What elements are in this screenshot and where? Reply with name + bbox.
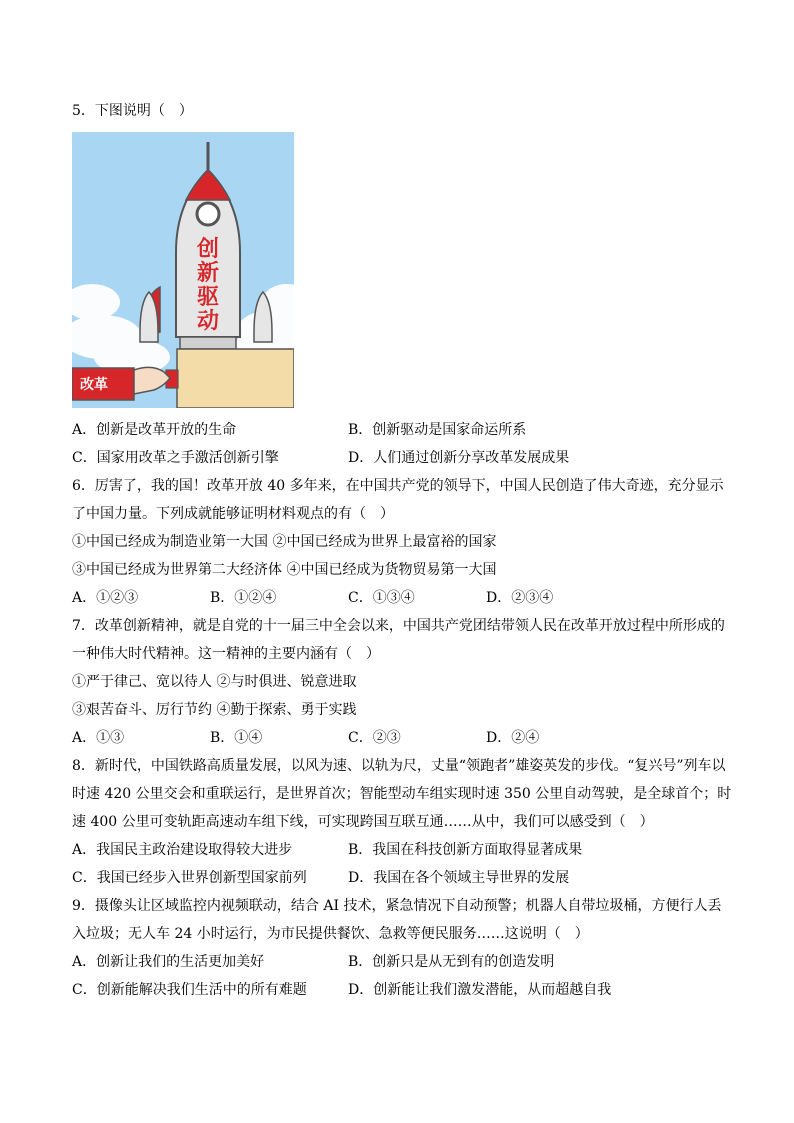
q7-statements-1: ①严于律己、宽以待人 ②与时俱进、锐意进取 xyxy=(72,674,357,690)
q6-stem-line-2: 了中国力量。下列成就能够证明材料观点的有（ ） xyxy=(72,506,394,522)
q6-option-a: A．①②③ xyxy=(72,590,139,606)
q9-option-b: B．创新只是从无到有的创造发明 xyxy=(348,954,555,970)
q5-option-c: C．国家用改革之手激活创新引擎 xyxy=(72,450,279,466)
rocket-char-4: 动 xyxy=(196,309,220,334)
q5-option-b: B．创新驱动是国家命运所系 xyxy=(348,422,527,438)
q7-option-b: B．①④ xyxy=(210,730,263,746)
q5-option-d: D．人们通过创新分享改革发展成果 xyxy=(348,450,570,466)
q6-option-d: D．②③④ xyxy=(486,590,554,606)
q9-stem-line-1: 9．摄像头让区域监控内视频联动，结合 AI 技术，紧急情况下自动预警；机器人自带垃圾桶，方便行人丢 xyxy=(72,898,722,914)
q8-stem-line-3: 速 400 公里可变轨距高速动车组下线，可实现跨国互联互通……从中，我们可以感受到（ ） xyxy=(72,814,654,830)
q9-stem-line-2: 入垃圾；无人车 24 小时运行，为市民提供餐饮、急救等便民服务……这说明（ ） xyxy=(72,926,589,942)
pedestal xyxy=(177,349,294,408)
q9-option-c: C．创新能解决我们生活中的所有难题 xyxy=(72,982,307,998)
rocket-illustration xyxy=(72,132,294,408)
q6-statements-2: ③中国已经成为世界第二大经济体 ④中国已经成为货物贸易第一大国 xyxy=(72,562,497,578)
q6-statements-1: ①中国已经成为制造业第一大国 ②中国已经成为世界上最富裕的国家 xyxy=(72,534,497,550)
rocket-window xyxy=(197,203,219,225)
q8-option-b: B．我国在科技创新方面取得显著成果 xyxy=(348,842,583,858)
q7-option-a: A．①③ xyxy=(72,730,125,746)
q8-option-d: D．我国在各个领域主导世界的发展 xyxy=(348,870,570,886)
rocket-nozzle xyxy=(180,337,236,349)
q8-stem-line-2: 时速 420 公里交会和重联运行，是世界首次；智能型动车组实现时速 350 公里自动驾驶，是全球首个；时 xyxy=(72,786,732,802)
q7-option-c: C．②③ xyxy=(348,730,401,746)
q6-option-b: B．①②④ xyxy=(210,590,277,606)
q8-stem-line-1: 8．新时代，中国铁路高质量发展，以风为速、以轨为尺，丈量“领跑者”雄姿英发的步伐。“复兴号”列车以 xyxy=(72,758,726,774)
q6-stem-line-1: 6．厉害了，我的国！改革开放 40 多年来，在中国共产党的领导下，中国人民创造了伟大奇迹，充分显示 xyxy=(72,478,724,494)
rocket-char-2: 新 xyxy=(196,261,220,286)
q8-option-a: A．我国民主政治建设取得较大进步 xyxy=(72,842,293,858)
q5-stem: 5．下图说明（ ） xyxy=(72,103,193,119)
q7-stem-line-1: 7．改革创新精神，就是自党的十一届三中全会以来，中国共产党团结带领人民在改革开放过程中所形成的 xyxy=(72,618,725,634)
q9-option-d: D．创新能让我们激发潜能，从而超越自我 xyxy=(348,982,612,998)
rocket-char-3: 驱 xyxy=(196,285,220,310)
q8-option-c: C．我国已经步入世界创新型国家前列 xyxy=(72,870,307,886)
rocket-char-1: 创 xyxy=(196,237,220,262)
q7-option-d: D．②④ xyxy=(486,730,540,746)
q7-statements-2: ③艰苦奋斗、厉行节约 ④勤于探索、勇于实践 xyxy=(72,702,357,718)
q6-option-c: C．①③④ xyxy=(348,590,415,606)
q5-figure xyxy=(72,132,294,408)
q5-option-a: A．创新是改革开放的生命 xyxy=(72,422,237,438)
q9-option-a: A．创新让我们的生活更加美好 xyxy=(72,954,265,970)
sleeve-label: 改革 xyxy=(80,377,108,393)
q7-stem-line-2: 一种伟大时代精神。这一精神的主要内涵有（ ） xyxy=(72,646,380,662)
